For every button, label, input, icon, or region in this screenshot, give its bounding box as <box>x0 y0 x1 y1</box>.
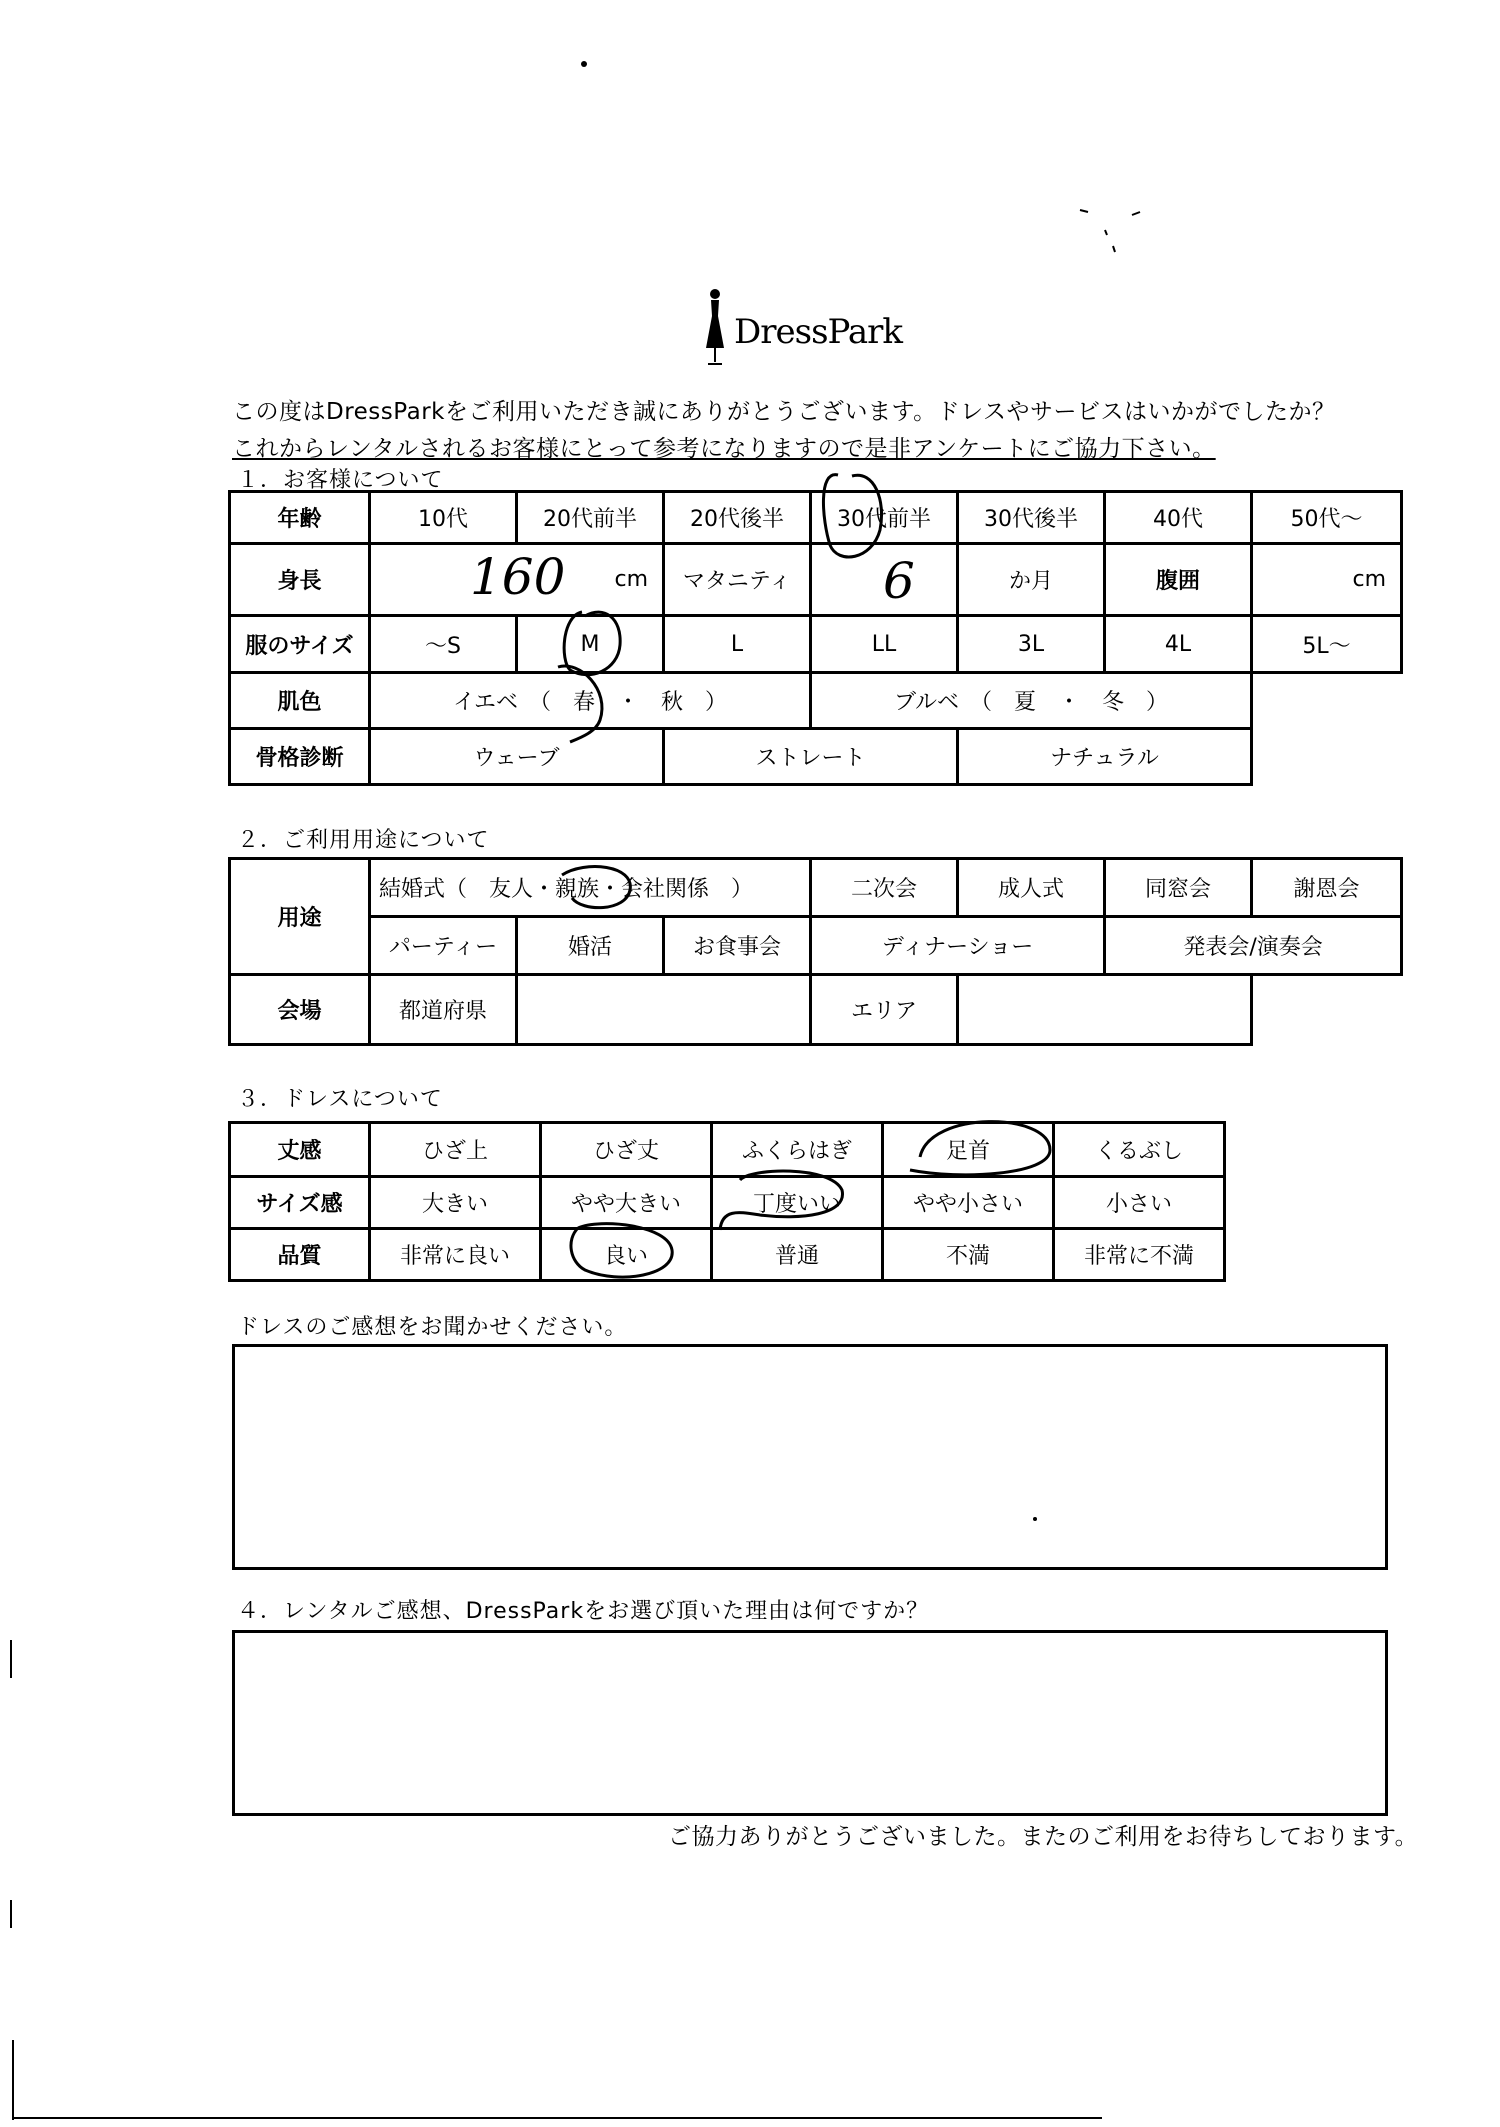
brand-name: DressPark <box>734 312 903 352</box>
wedding-option[interactable]: 結婚式（ 友人・親族・会社関係 ） <box>370 859 811 917</box>
use-option[interactable]: 同窓会 <box>1105 859 1252 917</box>
quality-option[interactable]: 非常に不満 <box>1054 1229 1225 1281</box>
size-option[interactable]: 3L <box>958 616 1105 673</box>
size-option[interactable]: L <box>664 616 811 673</box>
length-label: 丈感 <box>230 1123 370 1177</box>
fit-label: サイズ感 <box>230 1177 370 1229</box>
length-option[interactable]: ひざ上 <box>370 1123 541 1177</box>
skin-selection-circle <box>558 666 602 742</box>
use-option[interactable]: 婚活 <box>517 917 664 975</box>
section-4-title: ４．レンタルご感想、DressParkをお選び頂いた理由は何ですか？ <box>237 1599 930 1624</box>
pref-label: 都道府県 <box>370 975 517 1045</box>
length-option[interactable]: 足首 <box>883 1123 1054 1177</box>
frame-label: 骨格診断 <box>230 729 370 785</box>
length-option[interactable]: くるぶし <box>1054 1123 1225 1177</box>
scan-dot <box>1033 1517 1037 1521</box>
size-option[interactable]: M <box>517 616 664 673</box>
length-option[interactable]: ひざ丈 <box>541 1123 712 1177</box>
fit-option[interactable]: やや小さい <box>883 1177 1054 1229</box>
quality-option[interactable]: 普通 <box>712 1229 883 1281</box>
use-label: 用途 <box>230 859 370 975</box>
frame-option[interactable]: ストレート <box>664 729 958 785</box>
fit-option[interactable]: 大きい <box>370 1177 541 1229</box>
use-option[interactable]: 謝恩会 <box>1252 859 1402 917</box>
age-option[interactable]: 50代～ <box>1252 492 1402 544</box>
skin-cool-option[interactable]: ブルベ （ 夏 ・ 冬 ） <box>811 673 1252 729</box>
length-option[interactable]: ふくらはぎ <box>712 1123 883 1177</box>
quality-option[interactable]: 非常に良い <box>370 1229 541 1281</box>
waist-label: 腹囲 <box>1105 544 1252 616</box>
quality-selection-circle <box>571 1224 672 1277</box>
section-1-title: １．お客様について <box>237 468 444 493</box>
size-label: 服のサイズ <box>230 616 370 673</box>
quality-option[interactable]: 不満 <box>883 1229 1054 1281</box>
section-2-title: ２．ご利用用途について <box>237 828 490 853</box>
fit-option[interactable]: 小さい <box>1054 1177 1225 1229</box>
skin-warm-option[interactable]: イエベ （ 春 ・ 秋 ） <box>370 673 811 729</box>
size-option[interactable]: 4L <box>1105 616 1252 673</box>
age-option[interactable]: 40代 <box>1105 492 1252 544</box>
quality-label: 品質 <box>230 1229 370 1281</box>
size-option[interactable]: LL <box>811 616 958 673</box>
section-3-title: ３．ドレスについて <box>237 1087 443 1112</box>
maternity-label: マタニティ <box>664 544 811 616</box>
size-option[interactable]: ～S <box>370 616 517 673</box>
use-option[interactable]: パーティー <box>370 917 517 975</box>
venue-label: 会場 <box>230 975 370 1045</box>
handwritten-height: 160 <box>470 548 566 606</box>
frame-option[interactable]: ウェーブ <box>370 729 664 785</box>
age-option[interactable]: 30代後半 <box>958 492 1105 544</box>
use-option[interactable]: ディナーショー <box>811 917 1105 975</box>
intro-line-2: これからレンタルされるお客様にとって参考になりますので是非アンケートにご協力下さい。 <box>232 436 1216 462</box>
quality-option[interactable]: 良い <box>541 1229 712 1281</box>
age-option[interactable]: 10代 <box>370 492 517 544</box>
use-option[interactable]: 二次会 <box>811 859 958 917</box>
size-selection-circle <box>564 612 620 675</box>
dress-comment-prompt: ドレスのご感想をお聞かせください。 <box>237 1315 628 1340</box>
age-selection-circle <box>823 475 881 557</box>
intro-line-1: この度はDressParkをご利用いただき誠にありがとうございます。ドレスやサービスはいかがでしたか？ <box>232 399 1336 425</box>
closing-message: ご協力ありがとうございました。またのご利用をお待ちしております。 <box>668 1824 1419 1850</box>
age-label: 年齢 <box>230 492 370 544</box>
maternity-unit: か月 <box>958 544 1105 616</box>
age-option[interactable]: 30代前半 <box>811 492 958 544</box>
handwritten-maternity: 6 <box>883 552 915 610</box>
size-option[interactable]: 5L～ <box>1252 616 1402 673</box>
waist-unit: cm <box>1352 567 1386 592</box>
age-option[interactable]: 20代前半 <box>517 492 664 544</box>
skin-label: 肌色 <box>230 673 370 729</box>
area-label: エリア <box>811 975 958 1045</box>
use-option[interactable]: 発表会/演奏会 <box>1105 917 1402 975</box>
fit-option[interactable]: 丁度いい <box>712 1177 883 1229</box>
use-selection-circle <box>562 867 630 908</box>
use-option[interactable]: 成人式 <box>958 859 1105 917</box>
frame-option[interactable]: ナチュラル <box>958 729 1252 785</box>
height-unit: cm <box>614 567 648 592</box>
age-option[interactable]: 20代後半 <box>664 492 811 544</box>
fit-option[interactable]: やや大きい <box>541 1177 712 1229</box>
scan-dot <box>581 61 587 67</box>
scan-speck <box>1080 210 1140 252</box>
length-selection-circle <box>910 1122 1050 1175</box>
use-option[interactable]: お食事会 <box>664 917 811 975</box>
height-label: 身長 <box>230 544 370 616</box>
fit-selection-circle <box>720 1171 843 1230</box>
